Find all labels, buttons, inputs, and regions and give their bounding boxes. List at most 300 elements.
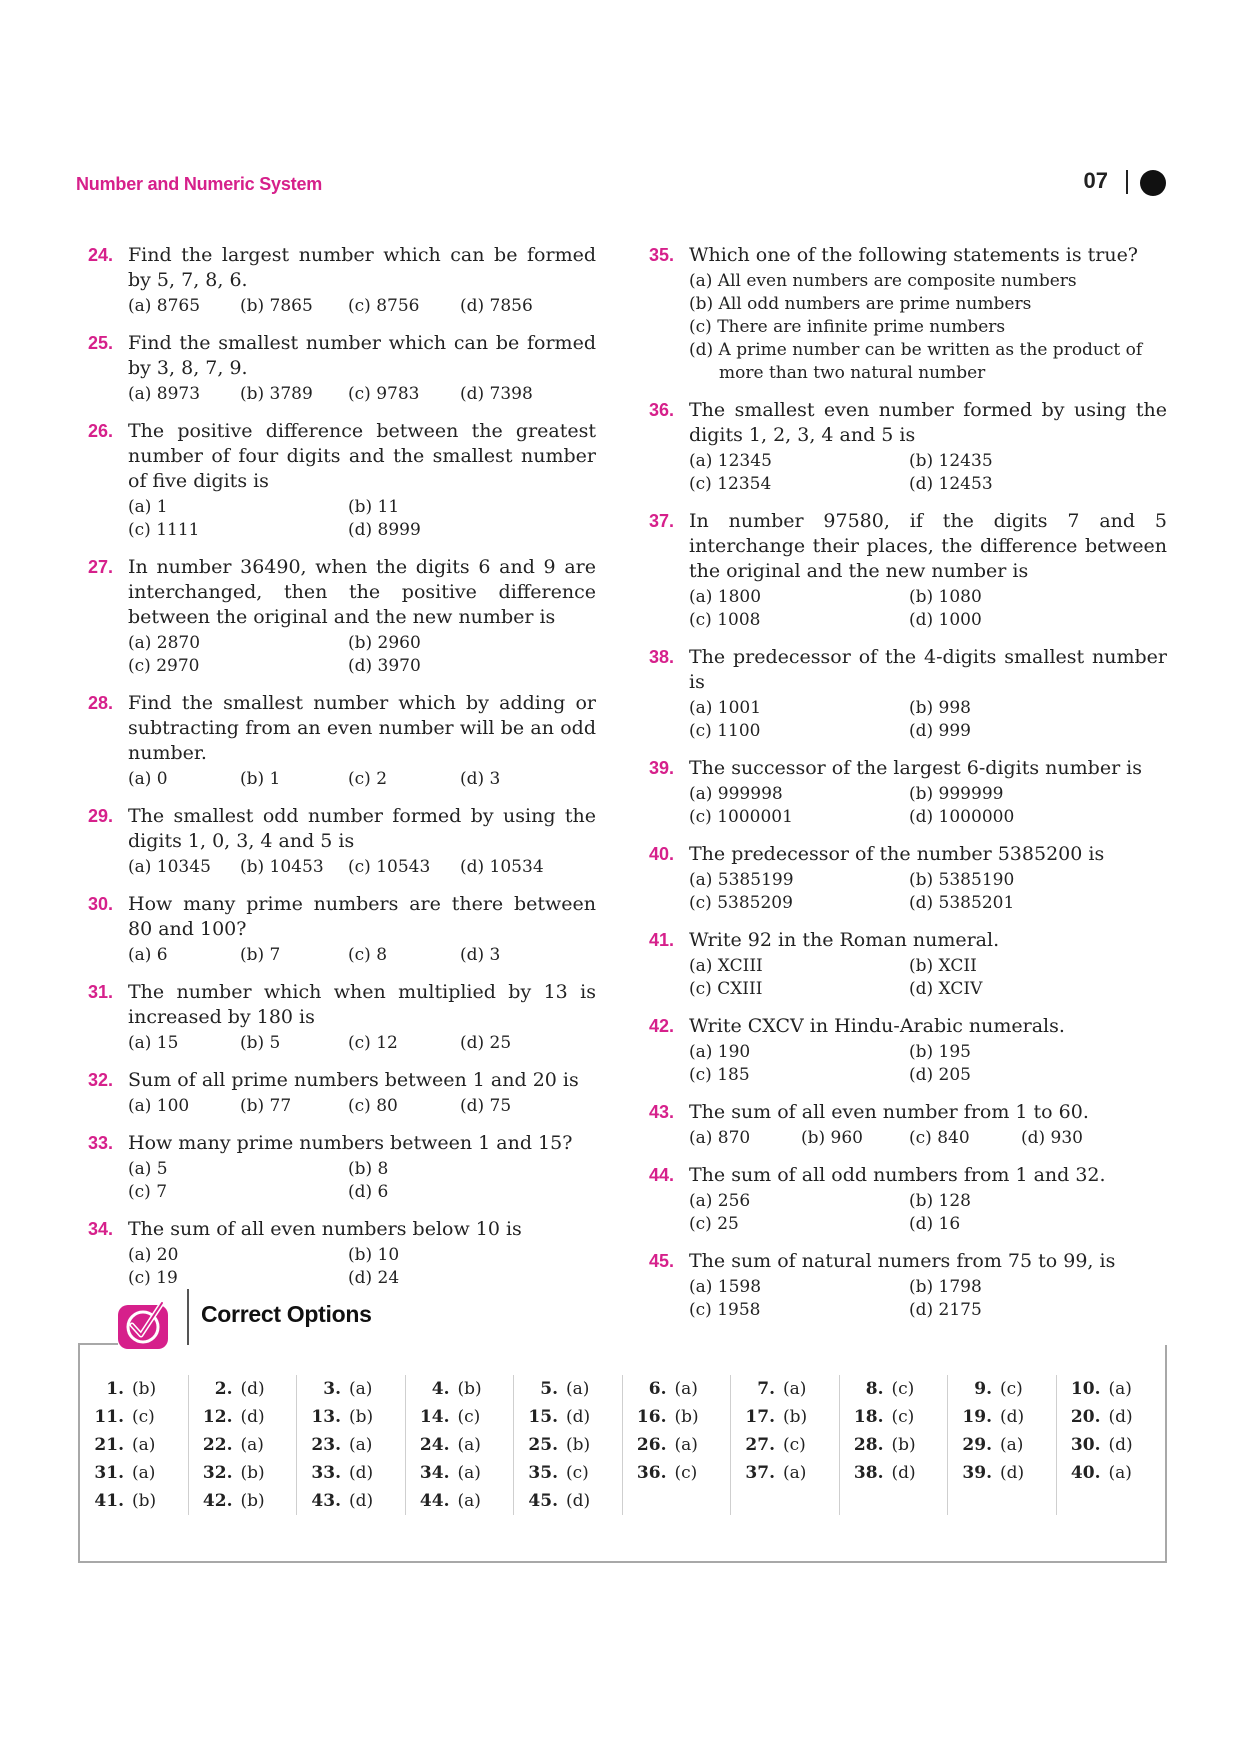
answer-entry <box>297 1459 405 1487</box>
checkmark-badge-icon <box>116 1297 172 1353</box>
question-item <box>88 243 596 318</box>
answer-value: (a) <box>1108 1463 1132 1483</box>
answer-options <box>689 1276 1167 1322</box>
question-item <box>88 1068 596 1118</box>
answer-option: (c) 185 <box>689 1065 750 1085</box>
answer-number: 26. <box>636 1435 667 1455</box>
question-item <box>649 928 1167 1001</box>
answer-column <box>948 1375 1057 1515</box>
answer-option: (d) 75 <box>460 1096 512 1116</box>
answer-number: 38. <box>853 1463 884 1483</box>
question-number: 42. <box>649 1016 675 1036</box>
question-text: Write 92 in the Roman numeral. <box>689 929 1000 951</box>
answer-option: (d) 3 <box>460 945 501 965</box>
answer-option: (b) 7 <box>240 945 281 965</box>
answer-option: (a) 1001 <box>689 698 762 718</box>
answer-entry <box>840 1403 948 1431</box>
answer-number: 22. <box>202 1435 233 1455</box>
answer-number: 1. <box>106 1379 124 1399</box>
answer-entry <box>731 1431 839 1459</box>
question-item <box>649 1014 1167 1087</box>
answer-option: (d) 930 <box>1021 1128 1083 1148</box>
page-header <box>76 168 1166 208</box>
answer-value: (a) <box>132 1463 156 1483</box>
answer-entry <box>80 1431 188 1459</box>
answer-title-divider <box>187 1289 189 1345</box>
answer-options <box>689 697 1167 743</box>
answer-option: (a) 5385199 <box>689 870 794 890</box>
answer-number: 28. <box>853 1435 884 1455</box>
answer-entry <box>840 1459 948 1487</box>
left-question-column <box>88 243 596 1303</box>
question-item <box>649 1163 1167 1236</box>
answer-option: (a) 5 <box>128 1159 168 1179</box>
answer-number: 6. <box>648 1379 667 1399</box>
answer-option: (c) 1111 <box>128 520 200 540</box>
answer-value: (b) <box>132 1491 157 1511</box>
answer-entry <box>297 1375 405 1403</box>
answer-option: (b) 999999 <box>909 784 1004 804</box>
question-text: The smallest odd number formed by using the digits 1, 0, 3, 4 and 5 is <box>128 805 596 852</box>
question-item <box>649 842 1167 915</box>
answer-option: (d) XCIV <box>909 979 983 999</box>
answer-option: (c) 12354 <box>689 474 772 494</box>
answer-number: 18. <box>853 1407 884 1427</box>
answer-value: (a) <box>132 1435 156 1455</box>
answer-value: (b) <box>457 1379 482 1399</box>
answer-option: (a) 256 <box>689 1191 751 1211</box>
answer-option: (a) 8973 <box>128 384 201 404</box>
answer-number: 43. <box>311 1491 341 1511</box>
answer-option: (b) 77 <box>240 1096 292 1116</box>
question-number: 28. <box>88 693 114 713</box>
answer-option: (c) 2970 <box>128 656 200 676</box>
question-item <box>88 804 596 879</box>
answer-number: 41. <box>94 1491 124 1511</box>
answer-number: 24. <box>419 1435 450 1455</box>
question-item <box>649 1100 1167 1150</box>
answer-option: (b) 5385190 <box>909 870 1015 890</box>
answer-entry <box>406 1487 514 1515</box>
answer-value: (a) <box>783 1463 807 1483</box>
answer-option: (a) 15 <box>128 1033 179 1053</box>
question-item <box>649 645 1167 743</box>
question-number: 33. <box>88 1133 114 1153</box>
answer-value: (a) <box>457 1463 481 1483</box>
question-text: The number which when multiplied by 13 is increased by 180 is <box>128 981 596 1028</box>
question-number: 34. <box>88 1219 114 1239</box>
answer-option: (d) 7398 <box>460 384 533 404</box>
question-item <box>649 243 1167 385</box>
answer-option: (c) 1100 <box>689 721 761 741</box>
answer-value: (d) <box>891 1463 916 1483</box>
answer-options <box>689 1127 1167 1150</box>
answer-option: (d) 10534 <box>460 857 544 877</box>
answer-option: (c) 2 <box>348 769 388 789</box>
answer-value: (d) <box>349 1491 374 1511</box>
answer-entry <box>80 1487 188 1515</box>
answer-option: (d) 5385201 <box>909 893 1015 913</box>
answer-option: (c) 19 <box>128 1268 178 1288</box>
answer-options <box>128 1032 596 1055</box>
answer-entry <box>189 1431 297 1459</box>
question-item <box>88 419 596 542</box>
answer-number: 40. <box>1070 1463 1101 1483</box>
answer-entry <box>948 1459 1056 1487</box>
answer-options <box>689 1190 1167 1236</box>
answer-entry <box>297 1487 405 1515</box>
answer-option: (d) 1000 <box>909 610 982 630</box>
answer-entry <box>189 1403 297 1431</box>
answer-value: (b) <box>240 1463 265 1483</box>
answer-number: 20. <box>1070 1407 1101 1427</box>
answer-value: (b) <box>566 1435 591 1455</box>
answer-value: (a) <box>457 1491 481 1511</box>
answer-entry <box>623 1375 731 1403</box>
right-question-column <box>649 243 1167 1335</box>
answer-value: (d) <box>240 1379 265 1399</box>
answer-option: (d) 6 <box>348 1182 389 1202</box>
answer-value: (a) <box>566 1379 590 1399</box>
answer-number: 33. <box>311 1463 341 1483</box>
answer-option: (c) 1000001 <box>689 807 793 827</box>
answer-number: 12. <box>202 1407 233 1427</box>
answer-number: 19. <box>962 1407 992 1427</box>
question-number: 29. <box>88 806 114 826</box>
answer-option: (b) 7865 <box>240 296 313 316</box>
question-item <box>649 1249 1167 1322</box>
answer-number: 34. <box>419 1463 450 1483</box>
answer-column <box>731 1375 840 1515</box>
question-item <box>88 1131 596 1204</box>
answer-option: (d) 16 <box>909 1214 961 1234</box>
answer-entry <box>1057 1403 1166 1431</box>
question-text: The positive difference between the greatest number of four digits and the smallest number of five digits is <box>128 420 596 492</box>
question-text: The sum of natural numers from 75 to 99, is <box>689 1250 1116 1272</box>
answer-option: (b) 1798 <box>909 1277 982 1297</box>
answer-option: (b) 3789 <box>240 384 313 404</box>
answer-entry <box>623 1431 731 1459</box>
question-number: 38. <box>649 647 675 667</box>
answer-value: (a) <box>674 1379 698 1399</box>
answer-entry <box>840 1375 948 1403</box>
question-number: 39. <box>649 758 675 778</box>
answer-entry <box>948 1431 1056 1459</box>
answer-value: (a) <box>674 1435 698 1455</box>
answer-option: (d) 1000000 <box>909 807 1015 827</box>
answer-option: (a) 999998 <box>689 784 783 804</box>
answer-options <box>128 1244 596 1290</box>
answer-value: (b) <box>240 1491 265 1511</box>
answer-option: (b) 5 <box>240 1033 281 1053</box>
answer-value: (a) <box>349 1379 373 1399</box>
answer-column <box>1057 1375 1166 1515</box>
answer-entry <box>514 1403 622 1431</box>
question-text: Sum of all prime numbers between 1 and 20 is <box>128 1069 579 1091</box>
answer-entry <box>731 1403 839 1431</box>
answer-option: (b) 960 <box>801 1128 863 1148</box>
answer-options <box>689 783 1167 829</box>
answer-option: (a) 8765 <box>128 296 201 316</box>
answer-options <box>689 1041 1167 1087</box>
page-number: 07 <box>1083 168 1108 193</box>
answer-value: (c) <box>1000 1379 1023 1399</box>
answer-option: (d) 24 <box>348 1268 400 1288</box>
answer-option: (b) All odd numbers are prime numbers <box>689 294 1032 314</box>
answer-option: (c) 1958 <box>689 1300 761 1320</box>
answer-option: (c) 7 <box>128 1182 168 1202</box>
question-item <box>88 1217 596 1290</box>
answer-number: 7. <box>757 1379 775 1399</box>
answer-value: (b) <box>349 1407 374 1427</box>
answer-option: (b) 8 <box>348 1159 389 1179</box>
answer-option: (c) There are infinite prime numbers <box>689 317 1006 337</box>
answer-option: (c) 5385209 <box>689 893 793 913</box>
answer-options <box>689 869 1167 915</box>
answer-option: (b) 11 <box>348 497 400 517</box>
answer-option: (d) 8999 <box>348 520 421 540</box>
answer-value: (b) <box>783 1407 808 1427</box>
question-number: 43. <box>649 1102 675 1122</box>
answer-number: 14. <box>419 1407 450 1427</box>
answer-number: 27. <box>745 1435 775 1455</box>
answer-option: (a) 20 <box>128 1245 179 1265</box>
answer-column <box>80 1375 189 1515</box>
answer-option: (d) 25 <box>460 1033 512 1053</box>
answer-value: (c) <box>674 1463 698 1483</box>
answer-number: 11. <box>94 1407 124 1427</box>
question-item <box>649 398 1167 496</box>
answer-number: 30. <box>1070 1435 1101 1455</box>
answer-option: (b) 128 <box>909 1191 971 1211</box>
answer-column <box>840 1375 949 1515</box>
answer-entry <box>948 1403 1056 1431</box>
answer-key-title: Correct Options <box>201 1301 372 1327</box>
question-number: 30. <box>88 894 114 914</box>
answer-column <box>189 1375 298 1515</box>
answer-value: (a) <box>1108 1379 1132 1399</box>
answer-option: (a) 0 <box>128 769 168 789</box>
question-text: The predecessor of the number 5385200 is <box>689 843 1105 865</box>
answer-number: 25. <box>528 1435 558 1455</box>
question-number: 35. <box>649 245 675 265</box>
answer-number: 2. <box>214 1379 233 1399</box>
answer-option: (a) 1800 <box>689 587 762 607</box>
answer-option: (d) 2175 <box>909 1300 982 1320</box>
answer-column <box>514 1375 623 1515</box>
answer-entry <box>406 1459 514 1487</box>
question-item <box>649 509 1167 632</box>
answer-options <box>128 1158 596 1204</box>
question-text: Find the smallest number which by adding or subtracting from an even number will be an odd number. <box>128 692 596 764</box>
answer-number: 39. <box>962 1463 992 1483</box>
question-item <box>88 892 596 967</box>
answer-entry <box>1057 1459 1166 1487</box>
answer-option: (d) 3 <box>460 769 501 789</box>
answer-options <box>128 295 596 318</box>
answer-grid <box>80 1375 1165 1515</box>
answer-option: (c) 1008 <box>689 610 761 630</box>
question-text: The smallest even number formed by using the digits 1, 2, 3, 4 and 5 is <box>689 399 1167 446</box>
answer-number: 36. <box>636 1463 667 1483</box>
answer-option: (b) XCII <box>909 956 977 976</box>
answer-number: 45. <box>528 1491 558 1511</box>
question-text: In number 36490, when the digits 6 and 9 are interchanged, then the positive difference between the original and the new number is <box>128 556 596 628</box>
answer-option: (c) 9783 <box>348 384 420 404</box>
answer-entry <box>406 1403 514 1431</box>
answer-value: (d) <box>566 1407 591 1427</box>
answer-option: (d) 999 <box>909 721 971 741</box>
question-text: The sum of all odd numbers from 1 and 32. <box>689 1164 1106 1186</box>
answer-option: (d) 7856 <box>460 296 533 316</box>
answer-value: (d) <box>1000 1463 1025 1483</box>
answer-entry <box>297 1431 405 1459</box>
answer-entry <box>514 1375 622 1403</box>
section-title: Number and Numeric System <box>76 174 323 194</box>
answer-value: (d) <box>566 1491 591 1511</box>
answer-option: (a) 10345 <box>128 857 211 877</box>
answer-option: (a) XCIII <box>689 956 763 976</box>
answer-entry <box>189 1459 297 1487</box>
question-number: 40. <box>649 844 675 864</box>
answer-value: (c) <box>891 1379 915 1399</box>
answer-entry <box>514 1487 622 1515</box>
answer-entry <box>731 1459 839 1487</box>
answer-number: 9. <box>974 1379 992 1399</box>
answer-option: (a) 2870 <box>128 633 201 653</box>
answer-option: (a) 1598 <box>689 1277 762 1297</box>
answer-key-top-rule <box>78 1343 118 1345</box>
question-item <box>88 331 596 406</box>
answer-option: (b) 195 <box>909 1042 971 1062</box>
answer-option: (d) 3970 <box>348 656 421 676</box>
answer-number: 5. <box>540 1379 558 1399</box>
answer-number: 8. <box>865 1379 884 1399</box>
answer-entry <box>189 1375 297 1403</box>
question-number: 24. <box>88 245 114 265</box>
answer-option: (c) 8756 <box>348 296 420 316</box>
question-number: 31. <box>88 982 114 1002</box>
answer-value: (a) <box>1000 1435 1024 1455</box>
answer-value: (d) <box>1000 1407 1025 1427</box>
answer-option: (a) 100 <box>128 1096 190 1116</box>
answer-option: (c) 12 <box>348 1033 398 1053</box>
answer-entry <box>514 1431 622 1459</box>
question-text: Find the smallest number which can be formed by 3, 8, 7, 9. <box>128 332 596 379</box>
answer-option: (b) 1080 <box>909 587 982 607</box>
answer-options <box>128 383 596 406</box>
answer-options <box>689 450 1167 496</box>
answer-value: (d) <box>1108 1435 1133 1455</box>
answer-options <box>689 955 1167 1001</box>
answer-number: 42. <box>202 1491 233 1511</box>
question-text: The sum of all even number from 1 to 60. <box>689 1101 1089 1123</box>
answer-option: (c) 840 <box>909 1128 970 1148</box>
answer-value: (a) <box>457 1435 481 1455</box>
answer-number: 31. <box>94 1463 124 1483</box>
answer-option: (b) 1 <box>240 769 281 789</box>
answer-entry <box>80 1375 188 1403</box>
answer-value: (a) <box>783 1379 807 1399</box>
answer-option: (a) 870 <box>689 1128 751 1148</box>
answer-options <box>128 768 596 791</box>
answer-number: 29. <box>962 1435 992 1455</box>
answer-option: (c) 10543 <box>348 857 431 877</box>
question-number: 41. <box>649 930 675 950</box>
answer-entry <box>623 1459 731 1487</box>
question-item <box>88 555 596 678</box>
answer-option: (c) CXIII <box>689 979 763 999</box>
question-number: 26. <box>88 421 114 441</box>
answer-entry <box>948 1375 1056 1403</box>
question-text: The predecessor of the 4-digits smallest number is <box>689 646 1167 693</box>
answer-column <box>406 1375 515 1515</box>
answer-option: (d) 205 <box>909 1065 971 1085</box>
answer-value: (d) <box>240 1407 265 1427</box>
answer-option: (d) 12453 <box>909 474 993 494</box>
question-text: The successor of the largest 6-digits number is <box>689 757 1143 779</box>
answer-options <box>128 856 596 879</box>
answer-entry <box>840 1431 948 1459</box>
question-text: Find the largest number which can be formed by 5, 7, 8, 6. <box>128 244 596 291</box>
answer-number: 17. <box>745 1407 775 1427</box>
question-item <box>88 691 596 791</box>
page-marker-dot <box>1140 170 1166 196</box>
question-text: How many prime numbers are there between 80 and 100? <box>128 893 596 940</box>
question-number: 37. <box>649 511 675 531</box>
answer-number: 44. <box>419 1491 450 1511</box>
answer-entry <box>406 1375 514 1403</box>
question-item <box>88 980 596 1055</box>
answer-number: 37. <box>745 1463 775 1483</box>
page-number-divider <box>1126 170 1128 194</box>
question-number: 25. <box>88 333 114 353</box>
answer-value: (b) <box>132 1379 157 1399</box>
answer-option: (b) 10 <box>348 1245 400 1265</box>
answer-number: 10. <box>1070 1379 1101 1399</box>
question-text: How many prime numbers between 1 and 15? <box>128 1132 573 1154</box>
answer-number: 3. <box>323 1379 341 1399</box>
answer-option: (c) 8 <box>348 945 388 965</box>
answer-entry <box>406 1431 514 1459</box>
answer-option: (d) A prime number can be written as the product of more than two natural number <box>689 340 1143 383</box>
answer-option: (b) 2960 <box>348 633 421 653</box>
answer-column <box>623 1375 732 1515</box>
answer-option: (b) 12435 <box>909 451 993 471</box>
answer-number: 13. <box>311 1407 341 1427</box>
question-number: 44. <box>649 1165 675 1185</box>
answer-value: (d) <box>349 1463 374 1483</box>
answer-options <box>689 586 1167 632</box>
answer-options <box>128 944 596 967</box>
answer-entry <box>514 1459 622 1487</box>
answer-value: (d) <box>1108 1407 1133 1427</box>
answer-option: (b) 10453 <box>240 857 324 877</box>
answer-entry <box>297 1403 405 1431</box>
answer-option: (a) All even numbers are composite numbers <box>689 271 1077 291</box>
answer-option: (a) 6 <box>128 945 168 965</box>
answer-options <box>689 270 1167 385</box>
question-text: In number 97580, if the digits 7 and 5 interchange their places, the difference between the original and the new number is <box>689 510 1167 582</box>
answer-column <box>297 1375 406 1515</box>
answer-option: (c) 80 <box>348 1096 398 1116</box>
question-item <box>649 756 1167 829</box>
answer-entry <box>623 1403 731 1431</box>
answer-option: (a) 1 <box>128 497 168 517</box>
answer-options <box>128 496 596 542</box>
question-number: 36. <box>649 400 675 420</box>
answer-value: (b) <box>674 1407 699 1427</box>
